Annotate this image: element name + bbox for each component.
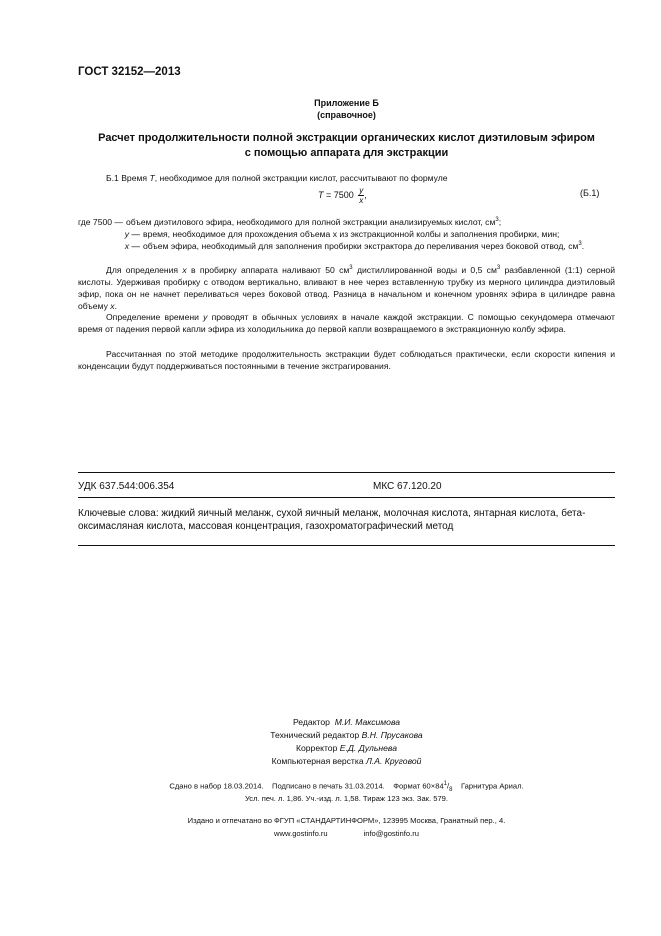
definitions-list [78, 216, 615, 252]
paragraph-3: Рассчитанная по этой методике продолжительность экстракции будет соблюдаться практически, если скорости кипения и конденсации будут поддерживаться постоянными в течение экстрагирования. [78, 349, 615, 371]
paragraph-text: Определение времени [106, 312, 199, 322]
staff-role: Технический редактор [270, 730, 360, 740]
paragraph-1 [78, 264, 615, 312]
definition-text [140, 228, 615, 240]
paragraph-text: дистиллированной воды и 0,5 см [356, 265, 497, 275]
paragraph-2 [78, 311, 615, 335]
staff-row [78, 716, 615, 729]
paragraph-text: в пробирку аппарата наливают 50 см [190, 265, 350, 275]
definition-end: ; [498, 217, 502, 227]
definition-text [140, 240, 615, 252]
definition-end: . [581, 241, 585, 251]
website-link[interactable]: www.gostinfo.ru [274, 829, 328, 838]
paragraph-variable: x [182, 265, 187, 275]
udk-code: УДК 637.544:006.354 [78, 481, 175, 492]
staff-name: Л.А. Круговой [366, 756, 422, 766]
imprint-text: Подписано в печать 31.03.2014. [272, 781, 385, 791]
appendix-heading [78, 97, 615, 121]
formula-tail: , [364, 189, 367, 200]
formula-numerator: y [359, 186, 364, 195]
paragraph-text: . [114, 301, 117, 311]
formula [318, 186, 367, 205]
staff-name: М.И. Максимова [334, 717, 401, 727]
equation-number: (Б.1) [580, 188, 600, 198]
definition-key: x — [124, 241, 140, 251]
imprint-frac-den: 8 [449, 787, 453, 794]
imprint-contacts [78, 828, 615, 840]
paragraph-sup: 3 [349, 265, 353, 272]
definition-body: объем диэтилового эфира, необходимого для полной экстракции анализируемых кислот, см [126, 217, 496, 227]
imprint-text: Гарнитура Ариал. [460, 781, 524, 791]
imprint-line-2: Усл. печ. л. 1,86. Уч.-изд. л. 1,58. Тираж 123 экз. Зак. 579. [244, 794, 449, 803]
staff-row [78, 729, 615, 742]
paragraph-variable: y [203, 312, 208, 322]
formula-denominator: x [359, 196, 364, 205]
paragraph-variable: x [110, 301, 115, 311]
staff-name: В.Н. Прусакова [361, 730, 423, 740]
staff-role: Корректор [295, 743, 338, 753]
definition-sup: 3 [495, 217, 499, 224]
intro-rest: , необходимое для полной экстракции кислот, рассчитывают по формуле [154, 173, 448, 183]
paragraph-text: разбавленной (1:1) серной кислоты. Удерживая пробирку с отводом вертикально, вливают в нее через вставленную трубку из мерного цилиндра диэтиловый эфир, пока он не начнет переливаться через боковой отвод. Разница в начальном и конечном уровнях эфира в цилиндре равна объему [78, 265, 615, 311]
section-title-line-2: с помощью аппарата для экстракции [244, 147, 449, 159]
definition-key: где 7500 — [78, 217, 124, 227]
divider-middle [78, 497, 615, 498]
appendix-label: Приложение Б [314, 98, 379, 108]
definition-row [78, 240, 615, 252]
formula-eq: = 7500 [323, 189, 354, 200]
paragraph-text: Для определения [106, 265, 179, 275]
formula-lhs: T [318, 189, 324, 200]
divider-top [78, 472, 615, 473]
mks-code: МКС 67.120.20 [373, 481, 442, 492]
paragraph-sup: 3 [496, 265, 501, 272]
paragraph-text: проводят в обычных условиях в начале каждой экстракции. С помощью секундомера отмечают время от падения первой капли эфира из холодильника до первой капли возвращаемого в экстракционную колбу эфира. [78, 312, 615, 334]
imprint-line-3: Издано и отпечатано во ФГУП «СТАНДАРТИНФОРМ», 123995 Москва, Гранатный пер., 4. [187, 816, 506, 825]
section-title [78, 131, 615, 161]
imprint-frac-num: 1 [443, 781, 448, 787]
email-link[interactable]: info@gostinfo.ru [363, 829, 419, 838]
document-standard-number: ГОСТ 32152—2013 [78, 66, 181, 78]
imprint-text: Сдано в набор 18.03.2014. [169, 781, 264, 791]
staff-credits [78, 716, 615, 768]
definition-sup: 3 [578, 241, 582, 248]
staff-role: Компьютерная верстка [271, 756, 364, 766]
section-title-line-1: Расчет продолжительности полной экстракции органических кислот диэтиловым эфиром [98, 132, 595, 144]
staff-row [78, 755, 615, 768]
keywords: Ключевые слова: жидкий яичный меланж, сухой яичный меланж, молочная кислота, янтарная кислота, бета-оксимасляная кислота, массовая концентрация, газохроматографический метод [78, 508, 586, 532]
definition-body: объем эфира, необходимый для заполнения пробирки экстрактора до переливания через боковой отвод, см [143, 241, 579, 251]
definition-key: y — [124, 229, 140, 239]
imprint-line-1: Сдано в набор 18.03.2014. Подписано в печать 31.03.2014. Формат $60\times 84^1/_8$ Гарнитура Ариал. [169, 781, 524, 794]
intro-variable: T [149, 173, 155, 183]
intro-text: Б.1 Время [106, 173, 148, 183]
staff-name: Е.Д. Дульнева [339, 743, 398, 753]
definition-row [78, 216, 615, 228]
appendix-kind: (справочное) [317, 110, 376, 120]
definition-body: время, необходимое для прохождения объема x из экстракционной колбы и заполнения пробирки, мин; [143, 229, 560, 239]
staff-role: Редактор [292, 717, 330, 727]
definition-row [78, 228, 615, 240]
divider-bottom [78, 545, 615, 546]
staff-row [78, 742, 615, 755]
imprint-text: Формат 60×84 [393, 781, 444, 791]
definition-text [123, 216, 615, 228]
intro-paragraph [78, 172, 615, 184]
